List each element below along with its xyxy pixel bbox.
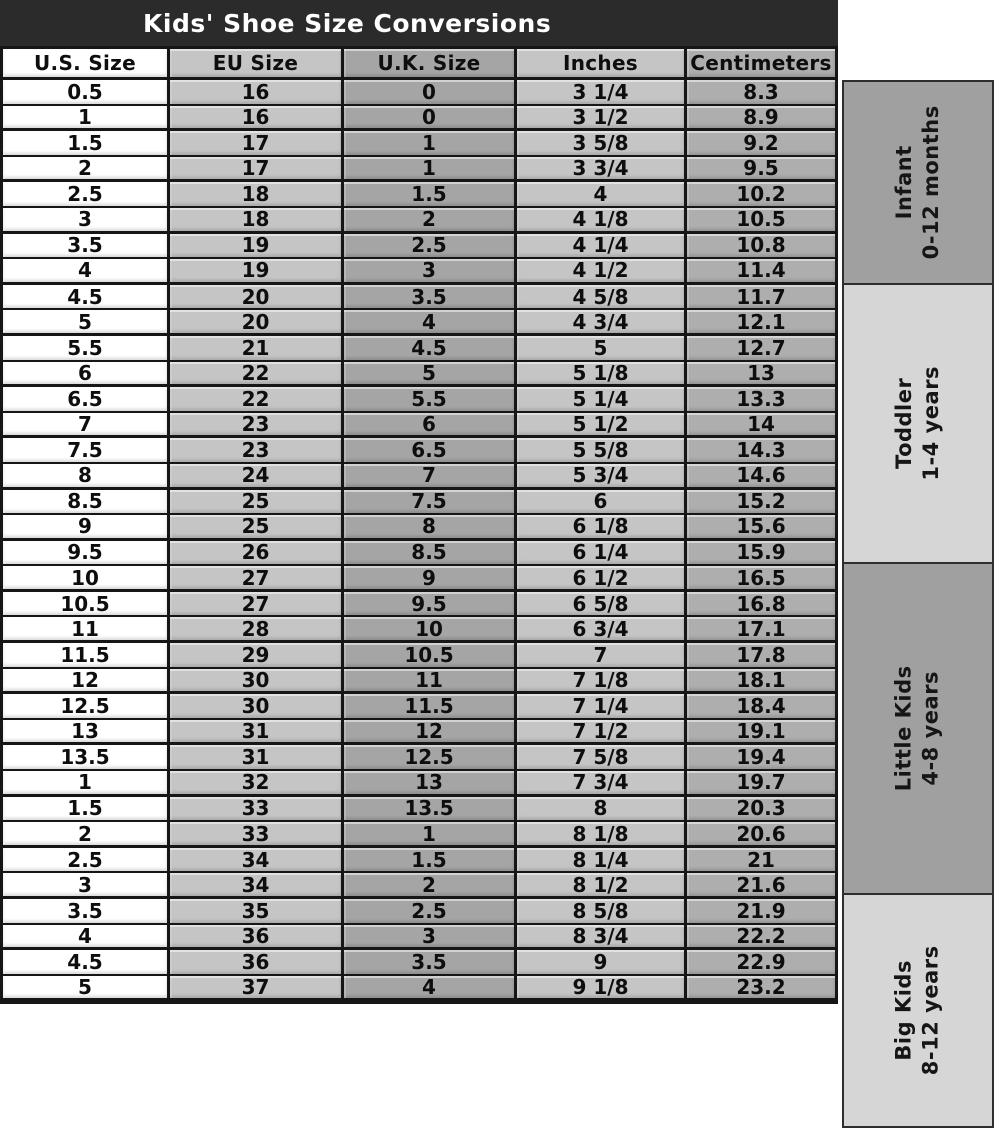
cell-uk-size: 1 (344, 157, 517, 183)
cell-us-size: 1.5 (3, 797, 170, 823)
cell-eu-size: 33 (170, 797, 344, 823)
table-row (3, 387, 835, 413)
cell-centimeters: 15.6 (687, 515, 835, 541)
cell-eu-size: 18 (170, 182, 344, 208)
cell-uk-size: 8 (344, 515, 517, 541)
cell-us-size: 1 (3, 106, 170, 132)
cell-uk-size: 1 (344, 131, 517, 157)
cell-centimeters: 16.8 (687, 592, 835, 618)
cell-eu-size: 27 (170, 592, 344, 618)
cell-centimeters: 11.7 (687, 285, 835, 311)
cell-centimeters: 14 (687, 413, 835, 439)
cell-centimeters: 10.5 (687, 208, 835, 234)
table-row (3, 925, 835, 951)
cell-inches: 8 1/2 (517, 873, 687, 899)
table-row (3, 182, 835, 208)
cell-centimeters: 22.2 (687, 925, 835, 951)
age-group-big-kids (842, 893, 994, 1128)
cell-us-size: 1 (3, 771, 170, 797)
table-row (3, 208, 835, 234)
cell-us-size: 2 (3, 822, 170, 848)
cell-inches: 5 5/8 (517, 438, 687, 464)
cell-uk-size: 7 (344, 464, 517, 490)
cell-uk-size: 6.5 (344, 438, 517, 464)
age-group-label: Little Kids 4-8 years (891, 665, 943, 792)
cell-uk-size: 2 (344, 208, 517, 234)
cell-inches: 5 3/4 (517, 464, 687, 490)
cell-eu-size: 31 (170, 720, 344, 746)
cell-inches: 6 (517, 490, 687, 516)
cell-eu-size: 20 (170, 310, 344, 336)
cell-uk-size: 6 (344, 413, 517, 439)
cell-inches: 7 1/4 (517, 694, 687, 720)
table-row (3, 797, 835, 823)
cell-eu-size: 27 (170, 566, 344, 592)
cell-us-size: 1.5 (3, 131, 170, 157)
cell-eu-size: 24 (170, 464, 344, 490)
cell-inches: 6 3/4 (517, 617, 687, 643)
cell-uk-size: 4 (344, 976, 517, 1002)
cell-eu-size: 30 (170, 694, 344, 720)
cell-eu-size: 17 (170, 157, 344, 183)
cell-inches: 6 1/4 (517, 541, 687, 567)
cell-uk-size: 11 (344, 669, 517, 695)
cell-inches: 7 3/4 (517, 771, 687, 797)
cell-uk-size: 11.5 (344, 694, 517, 720)
cell-centimeters: 8.3 (687, 80, 835, 106)
cell-eu-size: 32 (170, 771, 344, 797)
cell-eu-size: 31 (170, 745, 344, 771)
table-row (3, 848, 835, 874)
cell-eu-size: 28 (170, 617, 344, 643)
cell-us-size: 3.5 (3, 899, 170, 925)
cell-us-size: 6 (3, 362, 170, 388)
cell-inches: 7 5/8 (517, 745, 687, 771)
table-row (3, 617, 835, 643)
cell-inches: 5 1/4 (517, 387, 687, 413)
column-header-inches: Inches (517, 49, 687, 80)
cell-eu-size: 35 (170, 899, 344, 925)
cell-inches: 4 1/8 (517, 208, 687, 234)
cell-inches: 8 1/8 (517, 822, 687, 848)
cell-inches: 8 (517, 797, 687, 823)
cell-inches: 6 5/8 (517, 592, 687, 618)
cell-centimeters: 21.6 (687, 873, 835, 899)
cell-uk-size: 3 (344, 259, 517, 285)
cell-inches: 8 5/8 (517, 899, 687, 925)
conversion-table (0, 46, 838, 1004)
cell-uk-size: 10.5 (344, 643, 517, 669)
cell-inches: 8 3/4 (517, 925, 687, 951)
age-group-infant (842, 80, 994, 285)
table-row (3, 694, 835, 720)
cell-uk-size: 1.5 (344, 848, 517, 874)
cell-uk-size: 5.5 (344, 387, 517, 413)
cell-uk-size: 13.5 (344, 797, 517, 823)
cell-uk-size: 12.5 (344, 745, 517, 771)
cell-centimeters: 18.1 (687, 669, 835, 695)
cell-centimeters: 13.3 (687, 387, 835, 413)
cell-eu-size: 23 (170, 438, 344, 464)
cell-uk-size: 0 (344, 80, 517, 106)
cell-eu-size: 30 (170, 669, 344, 695)
cell-us-size: 11.5 (3, 643, 170, 669)
cell-us-size: 13.5 (3, 745, 170, 771)
table-row (3, 745, 835, 771)
cell-us-size: 9 (3, 515, 170, 541)
cell-uk-size: 1.5 (344, 182, 517, 208)
cell-centimeters: 22.9 (687, 950, 835, 976)
cell-uk-size: 0 (344, 106, 517, 132)
cell-eu-size: 34 (170, 873, 344, 899)
cell-eu-size: 22 (170, 387, 344, 413)
table-row (3, 336, 835, 362)
cell-uk-size: 9.5 (344, 592, 517, 618)
cell-inches: 9 (517, 950, 687, 976)
cell-inches: 5 (517, 336, 687, 362)
cell-eu-size: 33 (170, 822, 344, 848)
cell-inches: 6 1/8 (517, 515, 687, 541)
table-row (3, 669, 835, 695)
table-row (3, 131, 835, 157)
table-row (3, 643, 835, 669)
cell-eu-size: 25 (170, 490, 344, 516)
table-row (3, 950, 835, 976)
cell-eu-size: 16 (170, 106, 344, 132)
table-row (3, 515, 835, 541)
cell-centimeters: 15.9 (687, 541, 835, 567)
cell-us-size: 11 (3, 617, 170, 643)
cell-centimeters: 14.3 (687, 438, 835, 464)
cell-centimeters: 9.2 (687, 131, 835, 157)
cell-centimeters: 12.1 (687, 310, 835, 336)
cell-centimeters: 10.8 (687, 234, 835, 260)
cell-us-size: 4.5 (3, 285, 170, 311)
cell-eu-size: 36 (170, 950, 344, 976)
cell-uk-size: 3 (344, 925, 517, 951)
cell-us-size: 3 (3, 873, 170, 899)
cell-centimeters: 19.1 (687, 720, 835, 746)
cell-eu-size: 20 (170, 285, 344, 311)
table-row (3, 259, 835, 285)
table-row (3, 566, 835, 592)
cell-eu-size: 26 (170, 541, 344, 567)
cell-eu-size: 21 (170, 336, 344, 362)
table-row (3, 310, 835, 336)
cell-inches: 3 3/4 (517, 157, 687, 183)
cell-centimeters: 8.9 (687, 106, 835, 132)
table-row (3, 541, 835, 567)
cell-us-size: 5 (3, 976, 170, 1002)
cell-us-size: 3 (3, 208, 170, 234)
cell-uk-size: 12 (344, 720, 517, 746)
cell-us-size: 2.5 (3, 182, 170, 208)
cell-us-size: 0.5 (3, 80, 170, 106)
age-group-label: Infant 0-12 months (891, 105, 943, 260)
table-header-row (3, 49, 835, 80)
cell-uk-size: 8.5 (344, 541, 517, 567)
age-group-label: Big Kids 8-12 years (891, 945, 943, 1076)
cell-uk-size: 1 (344, 822, 517, 848)
cell-us-size: 12.5 (3, 694, 170, 720)
cell-uk-size: 2.5 (344, 234, 517, 260)
table-row (3, 157, 835, 183)
table-row (3, 976, 835, 1002)
cell-eu-size: 34 (170, 848, 344, 874)
column-header-us-size: U.S. Size (3, 49, 170, 80)
cell-us-size: 10 (3, 566, 170, 592)
cell-eu-size: 25 (170, 515, 344, 541)
cell-inches: 4 (517, 182, 687, 208)
cell-inches: 3 1/4 (517, 80, 687, 106)
cell-inches: 7 (517, 643, 687, 669)
cell-us-size: 6.5 (3, 387, 170, 413)
cell-centimeters: 10.2 (687, 182, 835, 208)
table-row (3, 771, 835, 797)
table-row (3, 822, 835, 848)
cell-inches: 4 1/2 (517, 259, 687, 285)
cell-centimeters: 21.9 (687, 899, 835, 925)
cell-us-size: 4 (3, 925, 170, 951)
cell-centimeters: 9.5 (687, 157, 835, 183)
cell-eu-size: 22 (170, 362, 344, 388)
cell-uk-size: 2 (344, 873, 517, 899)
cell-eu-size: 18 (170, 208, 344, 234)
cell-eu-size: 19 (170, 234, 344, 260)
cell-uk-size: 9 (344, 566, 517, 592)
age-group-toddler (842, 283, 994, 565)
table-row (3, 899, 835, 925)
cell-centimeters: 19.7 (687, 771, 835, 797)
cell-uk-size: 3.5 (344, 285, 517, 311)
cell-uk-size: 13 (344, 771, 517, 797)
cell-us-size: 2 (3, 157, 170, 183)
age-group-sidebar (842, 80, 994, 1076)
cell-inches: 5 1/8 (517, 362, 687, 388)
cell-uk-size: 7.5 (344, 490, 517, 516)
cell-uk-size: 5 (344, 362, 517, 388)
cell-uk-size: 4 (344, 310, 517, 336)
column-header-uk-size: U.K. Size (344, 49, 517, 80)
cell-us-size: 7 (3, 413, 170, 439)
cell-centimeters: 19.4 (687, 745, 835, 771)
table-row (3, 413, 835, 439)
cell-inches: 5 1/2 (517, 413, 687, 439)
cell-centimeters: 20.6 (687, 822, 835, 848)
title-bar (0, 0, 838, 46)
cell-us-size: 13 (3, 720, 170, 746)
table-row (3, 464, 835, 490)
age-group-label: Toddler 1-4 years (891, 366, 943, 481)
cell-inches: 7 1/2 (517, 720, 687, 746)
table-row (3, 80, 835, 106)
cell-inches: 8 1/4 (517, 848, 687, 874)
cell-us-size: 4 (3, 259, 170, 285)
cell-centimeters: 23.2 (687, 976, 835, 1002)
table-row (3, 490, 835, 516)
cell-uk-size: 4.5 (344, 336, 517, 362)
cell-centimeters: 11.4 (687, 259, 835, 285)
cell-us-size: 4.5 (3, 950, 170, 976)
cell-inches: 7 1/8 (517, 669, 687, 695)
cell-centimeters: 21 (687, 848, 835, 874)
cell-uk-size: 10 (344, 617, 517, 643)
cell-eu-size: 36 (170, 925, 344, 951)
cell-eu-size: 29 (170, 643, 344, 669)
cell-eu-size: 16 (170, 80, 344, 106)
chart-title: Kids' Shoe Size Conversions (143, 8, 552, 38)
cell-us-size: 8.5 (3, 490, 170, 516)
cell-us-size: 3.5 (3, 234, 170, 260)
cell-centimeters: 20.3 (687, 797, 835, 823)
table-row (3, 362, 835, 388)
cell-inches: 4 3/4 (517, 310, 687, 336)
cell-us-size: 5.5 (3, 336, 170, 362)
cell-us-size: 2.5 (3, 848, 170, 874)
cell-eu-size: 23 (170, 413, 344, 439)
cell-us-size: 9.5 (3, 541, 170, 567)
table-row (3, 234, 835, 260)
column-header-eu-size: EU Size (170, 49, 344, 80)
table-row (3, 720, 835, 746)
table-row (3, 873, 835, 899)
cell-centimeters: 17.8 (687, 643, 835, 669)
cell-centimeters: 17.1 (687, 617, 835, 643)
cell-us-size: 10.5 (3, 592, 170, 618)
table-row (3, 438, 835, 464)
cell-inches: 4 5/8 (517, 285, 687, 311)
table-body (3, 80, 835, 1001)
cell-eu-size: 19 (170, 259, 344, 285)
cell-inches: 9 1/8 (517, 976, 687, 1002)
cell-centimeters: 14.6 (687, 464, 835, 490)
cell-us-size: 8 (3, 464, 170, 490)
cell-centimeters: 13 (687, 362, 835, 388)
cell-uk-size: 2.5 (344, 899, 517, 925)
table-row (3, 592, 835, 618)
cell-centimeters: 12.7 (687, 336, 835, 362)
table-row (3, 285, 835, 311)
cell-us-size: 7.5 (3, 438, 170, 464)
cell-us-size: 5 (3, 310, 170, 336)
cell-inches: 3 1/2 (517, 106, 687, 132)
cell-centimeters: 15.2 (687, 490, 835, 516)
cell-eu-size: 37 (170, 976, 344, 1002)
age-group-little-kids (842, 562, 994, 895)
column-header-centimeters: Centimeters (687, 49, 835, 80)
cell-centimeters: 18.4 (687, 694, 835, 720)
cell-inches: 6 1/2 (517, 566, 687, 592)
cell-uk-size: 3.5 (344, 950, 517, 976)
cell-inches: 4 1/4 (517, 234, 687, 260)
cell-us-size: 12 (3, 669, 170, 695)
cell-inches: 3 5/8 (517, 131, 687, 157)
cell-centimeters: 16.5 (687, 566, 835, 592)
cell-eu-size: 17 (170, 131, 344, 157)
table-row (3, 106, 835, 132)
